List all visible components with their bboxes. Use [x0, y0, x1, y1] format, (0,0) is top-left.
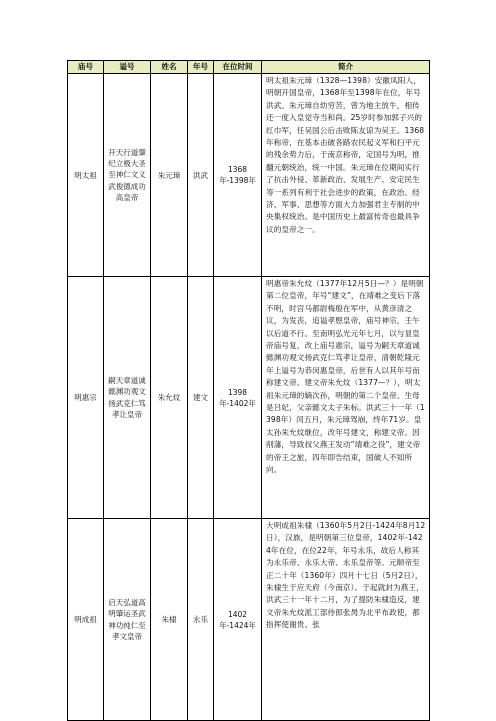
table-row	[68, 277, 430, 519]
header-reign-period: 在位时间	[214, 61, 262, 74]
header-posthumous-name: 谥号	[104, 61, 151, 74]
document-page	[67, 60, 429, 721]
header-personal-name: 姓名	[151, 61, 188, 74]
table-row	[68, 74, 430, 277]
personal-name-cell: 朱允炆	[151, 277, 188, 519]
reign-period-cell: 1368年-1398年	[214, 74, 262, 277]
posthumous-name-cell: 启天弘道高明肇运圣武神功纯仁至孝文皇帝	[104, 519, 151, 721]
table-row	[68, 519, 430, 721]
personal-name-cell: 朱棣	[151, 519, 188, 721]
header-introduction: 简介	[262, 61, 430, 74]
era-name-cell: 洪武	[188, 74, 214, 277]
personal-name-cell: 朱元璋	[151, 74, 188, 277]
temple-name-cell: 明惠宗	[68, 277, 104, 519]
introduction-cell: 明惠帝朱允炆（1377年12月5日—？）是明朝第二位皇帝，年号“建文”，在靖难之变后下落不明，时宫马都尉梅殷在军中，从黄彦清之议，为发丧，追谥孝愍皇帝，庙号神宗，壬午以后道不行。至南明弘光元年七月，以与显皇帝庙号复，改上庙号惠宗，谥号为嗣天章道诚懿渊功观文扬武克仁笃孝让皇帝，清朝乾隆元年上谥号为恭闵惠皇帝，后世有人以其年号而称建文帝。建文帝朱允炆（1377—？），明太祖朱元璋的嫡次孙，明朝的第二个皇帝。生母是吕妃，父亲懿文太子朱标。洪武三十一年（1398年）闰五月，朱元璋驾崩，终年71岁。皇太孙朱允炆继位，改年号建文，称建文帝。因削藩，导致叔父燕王发动“靖难之役”，建文帝的帝王之旅，四年即告结束，国破人不知所向。	[262, 277, 430, 519]
introduction-cell: 大明成祖朱棣（1360年5月2日-1424年8月12日），汉族，是明朝第三位皇帝，1402年-1424年在位，在位22年，年号永乐，故后人称其为永乐帝、永乐大帝、永乐皇帝等。元顺帝至正二十年（1360年）四月十七日（5月2日），朱棣生于应天府（今南京）。于起就封为燕王，洪武三十一年十二月，为了提防朱棣造反，建文帝朱允炆派工部侍郎张昺为北平布政使，都指挥使谢贵、张	[262, 519, 430, 721]
temple-name-cell: 明太祖	[68, 74, 104, 277]
header-era-name: 年号	[188, 61, 214, 74]
posthumous-name-cell: 嗣天章道诚懿渊功观文扬武克仁笃孝让皇帝	[104, 277, 151, 519]
era-name-cell: 永乐	[188, 519, 214, 721]
reign-period-cell: 1402年-1424年	[214, 519, 262, 721]
emperor-table	[67, 60, 430, 721]
posthumous-name-cell: 开天行道肇纪立极大圣至神仁文义武俊德成功高皇帝	[104, 74, 151, 277]
introduction-cell: 明太祖朱元璋（1328—1398）安徽凤阳人，明朝开国皇帝，1368年至1398年在位，年号洪武。朱元璋自幼穷苦，曾为地主放牛，相传还一度入皇觉寺当和尚。25岁时参加郭子兴的红巾军，任吴国公后击败陈友谅为吴王。1368年称帝，在基本击破各路农民起义军和扫平元的残余势力后，于南京称帝，定国号为明，推翻元朝统治，统一中国。朱元璋在位期间实行了抗击外侵、革新政治、发展生产、安定民生等一系列有利于社会进步的政策，在政治、经济、军事、思想等方面大力加强君主专制的中央集权统治。是中国历史上最富传奇也最具争议的皇帝之一。	[262, 74, 430, 277]
table-header-row	[68, 61, 430, 74]
header-temple-name: 庙号	[68, 61, 104, 74]
reign-period-cell: 1398年-1402年	[214, 277, 262, 519]
era-name-cell: 建文	[188, 277, 214, 519]
temple-name-cell: 明成祖	[68, 519, 104, 721]
